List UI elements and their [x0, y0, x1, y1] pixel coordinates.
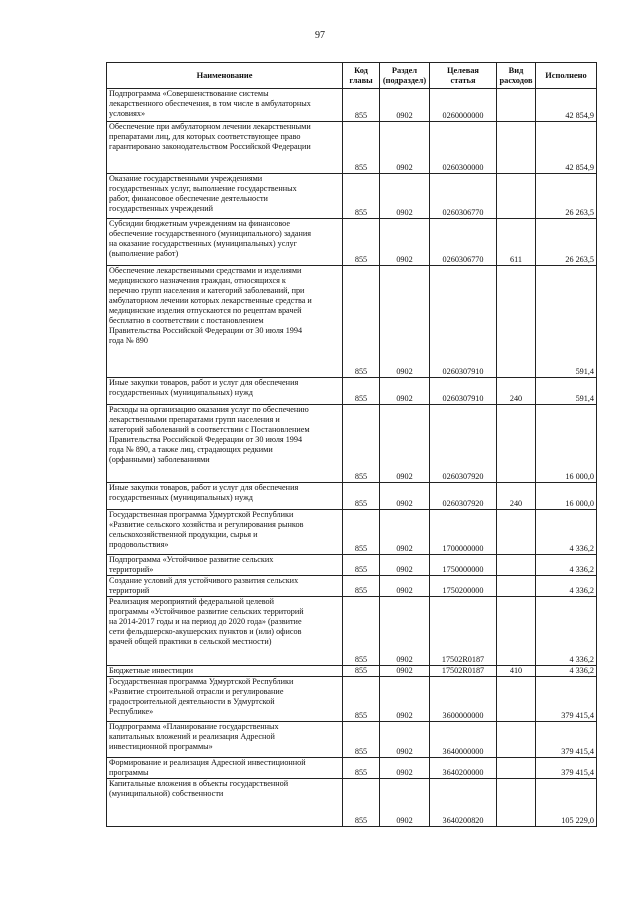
table-row	[107, 779, 597, 827]
row-name: Субсидии бюджетным учреждениям на финансовое обеспечение государственного (муниципального) задания на оказание государственных (муниципальных) услуг (выполнение работ)	[107, 219, 343, 266]
row-vid	[497, 174, 536, 219]
row-vid	[497, 405, 536, 483]
row-statya: 1750200000	[430, 576, 497, 597]
row-vid	[497, 510, 536, 555]
row-statya: 3640200000	[430, 758, 497, 779]
row-razdel: 0902	[380, 576, 430, 597]
row-razdel: 0902	[380, 174, 430, 219]
row-razdel: 0902	[380, 122, 430, 174]
table-body	[107, 89, 597, 827]
row-vid: 611	[497, 219, 536, 266]
row-razdel: 0902	[380, 266, 430, 378]
table-row	[107, 378, 597, 405]
row-razdel: 0902	[380, 722, 430, 758]
row-statya: 1750000000	[430, 555, 497, 576]
row-statya: 0260307920	[430, 483, 497, 510]
row-ispolneno: 379 415,4	[536, 758, 597, 779]
budget-execution-table	[106, 62, 597, 827]
row-name: Расходы на организацию оказания услуг по обеспечению лекарственными препаратами групп населения и категорий заболеваний в соответствии с Постановлением Правительства Российской Федерации от 30 июля 1994 года № 890, а также лиц, страдающих редкими (орфанными) заболеваниями	[107, 405, 343, 483]
table-row	[107, 483, 597, 510]
header-statya: Целевая статья	[430, 63, 497, 89]
header-ispolneno: Исполнено	[536, 63, 597, 89]
row-name: Обеспечение при амбулаторном лечении лекарственными препаратами лиц, для которых соответствующее право гарантировано законодательством Российской Федерации	[107, 122, 343, 174]
row-vid: 240	[497, 378, 536, 405]
row-ispolneno: 591,4	[536, 378, 597, 405]
header-glava: Код главы	[343, 63, 380, 89]
row-ispolneno: 4 336,2	[536, 576, 597, 597]
header-vid: Вид расходов	[497, 63, 536, 89]
row-glava: 855	[343, 576, 380, 597]
table-row	[107, 677, 597, 722]
row-glava: 855	[343, 555, 380, 576]
row-glava: 855	[343, 405, 380, 483]
row-vid	[497, 266, 536, 378]
table-row	[107, 122, 597, 174]
row-name: Оказание государственными учреждениями государственных услуг, выполнение государственных работ, финансовое обеспечение деятельности государственных учреждений	[107, 174, 343, 219]
table-row	[107, 174, 597, 219]
row-glava: 855	[343, 722, 380, 758]
table-row	[107, 266, 597, 378]
row-statya: 0260000000	[430, 89, 497, 122]
row-vid	[497, 89, 536, 122]
row-vid	[497, 677, 536, 722]
row-name: Создание условий для устойчивого развития сельских территорий	[107, 576, 343, 597]
row-ispolneno: 4 336,2	[536, 510, 597, 555]
header-razdel: Раздел (подраздел)	[380, 63, 430, 89]
row-razdel: 0902	[380, 779, 430, 827]
row-vid: 410	[497, 666, 536, 677]
table-row	[107, 597, 597, 666]
row-glava: 855	[343, 266, 380, 378]
row-ispolneno: 16 000,0	[536, 405, 597, 483]
row-ispolneno: 16 000,0	[536, 483, 597, 510]
row-glava: 855	[343, 89, 380, 122]
row-razdel: 0902	[380, 510, 430, 555]
row-ispolneno: 379 415,4	[536, 722, 597, 758]
row-name: Формирование и реализация Адресной инвестиционной программы	[107, 758, 343, 779]
row-glava: 855	[343, 378, 380, 405]
table-row	[107, 219, 597, 266]
row-ispolneno: 42 854,9	[536, 89, 597, 122]
table-header-row	[107, 63, 597, 89]
row-statya: 17502R0187	[430, 597, 497, 666]
row-razdel: 0902	[380, 555, 430, 576]
row-ispolneno: 591,4	[536, 266, 597, 378]
row-razdel: 0902	[380, 666, 430, 677]
row-name: Капитальные вложения в объекты государственной (муниципальной) собственности	[107, 779, 343, 827]
row-vid	[497, 122, 536, 174]
row-vid	[497, 722, 536, 758]
row-ispolneno: 4 336,2	[536, 555, 597, 576]
page-number: 97	[315, 30, 325, 41]
table-row	[107, 405, 597, 483]
row-ispolneno: 4 336,2	[536, 597, 597, 666]
row-name: Обеспечение лекарственными средствами и изделиями медицинского назначения граждан, относящихся к перечню групп населения и категорий заболеваний, при амбулаторном лечении которых лекарственные средства и медицинские изделия отпускаются по рецептам врачей бесплатно в соответствии с постановлением Правительства Российской Федерации от 30 июля 1994 года № 890	[107, 266, 343, 378]
row-name: Иные закупки товаров, работ и услуг для обеспечения государственных (муниципальных) нужд	[107, 483, 343, 510]
row-razdel: 0902	[380, 483, 430, 510]
row-ispolneno: 26 263,5	[536, 219, 597, 266]
row-name: Подпрограмма «Совершенствование системы лекарственного обеспечения, в том числе в амбулаторных условиях»	[107, 89, 343, 122]
header-name: Наименование	[107, 63, 343, 89]
row-ispolneno: 26 263,5	[536, 174, 597, 219]
row-name: Подпрограмма «Планирование государственных капитальных вложений и реализация Адресной инвестиционной программы»	[107, 722, 343, 758]
row-statya: 17502R0187	[430, 666, 497, 677]
row-glava: 855	[343, 174, 380, 219]
row-statya: 1700000000	[430, 510, 497, 555]
row-razdel: 0902	[380, 597, 430, 666]
row-statya: 0260300000	[430, 122, 497, 174]
row-vid	[497, 758, 536, 779]
row-vid	[497, 779, 536, 827]
row-razdel: 0902	[380, 378, 430, 405]
row-glava: 855	[343, 758, 380, 779]
row-statya: 0260306770	[430, 219, 497, 266]
row-razdel: 0902	[380, 219, 430, 266]
row-ispolneno: 42 854,9	[536, 122, 597, 174]
row-statya: 0260307910	[430, 266, 497, 378]
table-row	[107, 758, 597, 779]
row-razdel: 0902	[380, 758, 430, 779]
row-ispolneno: 4 336,2	[536, 666, 597, 677]
table-row	[107, 510, 597, 555]
row-name: Бюджетные инвестиции	[107, 666, 343, 677]
row-vid	[497, 597, 536, 666]
row-statya: 0260307910	[430, 378, 497, 405]
row-statya: 0260306770	[430, 174, 497, 219]
row-glava: 855	[343, 779, 380, 827]
row-glava: 855	[343, 510, 380, 555]
row-ispolneno: 379 415,4	[536, 677, 597, 722]
row-glava: 855	[343, 219, 380, 266]
row-razdel: 0902	[380, 677, 430, 722]
table-row	[107, 666, 597, 677]
row-statya: 0260307920	[430, 405, 497, 483]
row-name: Государственная программа Удмуртской Республики «Развитие строительной отрасли и регулирование градостроительной деятельности в Удмуртской Республике»	[107, 677, 343, 722]
row-statya: 3640200820	[430, 779, 497, 827]
row-glava: 855	[343, 483, 380, 510]
row-glava: 855	[343, 677, 380, 722]
row-glava: 855	[343, 666, 380, 677]
table-row	[107, 89, 597, 122]
row-glava: 855	[343, 122, 380, 174]
row-name: Реализация мероприятий федеральной целевой программы «Устойчивое развитие сельских территорий на 2014-2017 годы и на период до 2020 года» (развитие сети фельдшерско-акушерских пунктов и (или) офисов врачей общей практики в сельской местности)	[107, 597, 343, 666]
row-statya: 3640000000	[430, 722, 497, 758]
row-ispolneno: 105 229,0	[536, 779, 597, 827]
row-statya: 3600000000	[430, 677, 497, 722]
row-razdel: 0902	[380, 89, 430, 122]
row-name: Иные закупки товаров, работ и услуг для обеспечения государственных (муниципальных) нужд	[107, 378, 343, 405]
row-name: Государственная программа Удмуртской Республики «Развитие сельского хозяйства и регулирования рынков сельскохозяйственной продукции, сырья и продовольствия»	[107, 510, 343, 555]
row-razdel: 0902	[380, 405, 430, 483]
row-vid: 240	[497, 483, 536, 510]
row-vid	[497, 576, 536, 597]
table-row	[107, 576, 597, 597]
row-glava: 855	[343, 597, 380, 666]
row-vid	[497, 555, 536, 576]
table-row	[107, 722, 597, 758]
row-name: Подпрограмма «Устойчивое развитие сельских территорий»	[107, 555, 343, 576]
table-row	[107, 555, 597, 576]
